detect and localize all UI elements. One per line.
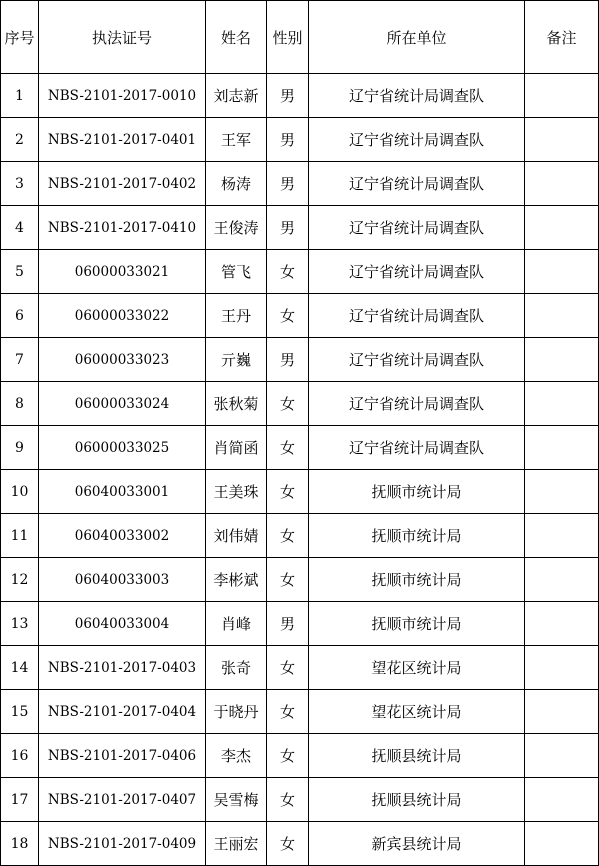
cell-gender: 女 [267,822,309,866]
cell-name: 肖峰 [206,602,267,646]
table-row [1,206,599,250]
table-row [1,294,599,338]
cell-code: NBS-2101-2017-0402 [39,162,206,206]
cell-unit: 辽宁省统计局调查队 [309,382,525,426]
cell-name: 李杰 [206,734,267,778]
table-row [1,514,599,558]
cell-code: NBS-2101-2017-0410 [39,206,206,250]
cell-code: NBS-2101-2017-0403 [39,646,206,690]
header-row [1,1,599,74]
cell-index: 4 [1,206,39,250]
cell-note [525,162,599,206]
cell-name: 肖简函 [206,426,267,470]
cell-unit: 望花区统计局 [309,690,525,734]
cell-note [525,778,599,822]
table-row [1,734,599,778]
cell-name: 王丹 [206,294,267,338]
cell-index: 18 [1,822,39,866]
cell-gender: 女 [267,250,309,294]
cell-index: 8 [1,382,39,426]
cell-code: NBS-2101-2017-0404 [39,690,206,734]
cell-note [525,74,599,118]
cell-index: 12 [1,558,39,602]
cell-unit: 辽宁省统计局调查队 [309,74,525,118]
cell-unit: 辽宁省统计局调查队 [309,206,525,250]
cell-index: 2 [1,118,39,162]
cell-unit: 抚顺市统计局 [309,558,525,602]
header-code: 执法证号 [39,1,206,74]
cell-index: 14 [1,646,39,690]
table-row [1,778,599,822]
cell-name: 于晓丹 [206,690,267,734]
cell-code: 06040033001 [39,470,206,514]
cell-code: 06040033003 [39,558,206,602]
table-row [1,74,599,118]
cell-code: 06040033002 [39,514,206,558]
cell-gender: 女 [267,646,309,690]
cell-index: 5 [1,250,39,294]
table-row [1,250,599,294]
cell-unit: 辽宁省统计局调查队 [309,118,525,162]
cell-index: 13 [1,602,39,646]
cell-code: NBS-2101-2017-0010 [39,74,206,118]
cell-code: 06000033022 [39,294,206,338]
cell-unit: 辽宁省统计局调查队 [309,162,525,206]
cell-code: NBS-2101-2017-0406 [39,734,206,778]
cell-gender: 男 [267,338,309,382]
cell-gender: 女 [267,382,309,426]
cell-gender: 女 [267,514,309,558]
cell-gender: 女 [267,734,309,778]
cell-unit: 辽宁省统计局调查队 [309,338,525,382]
cell-note [525,822,599,866]
cell-index: 7 [1,338,39,382]
cell-note [525,558,599,602]
cell-code: 06000033021 [39,250,206,294]
cell-gender: 女 [267,470,309,514]
cell-name: 王俊涛 [206,206,267,250]
cell-gender: 女 [267,294,309,338]
cell-index: 3 [1,162,39,206]
cell-unit: 抚顺市统计局 [309,514,525,558]
table-row [1,382,599,426]
cell-unit: 辽宁省统计局调查队 [309,426,525,470]
table-body [1,74,599,866]
cell-note [525,382,599,426]
cell-note [525,206,599,250]
cell-note [525,338,599,382]
header-index: 序号 [1,1,39,74]
cell-name: 亓巍 [206,338,267,382]
table-row [1,690,599,734]
cell-name: 王军 [206,118,267,162]
cell-note [525,470,599,514]
cell-gender: 女 [267,690,309,734]
header-note: 备注 [525,1,599,74]
cell-index: 6 [1,294,39,338]
cell-unit: 抚顺县统计局 [309,778,525,822]
cell-index: 9 [1,426,39,470]
cell-unit: 抚顺县统计局 [309,734,525,778]
cell-code: NBS-2101-2017-0401 [39,118,206,162]
table-header [1,1,599,74]
cell-name: 管飞 [206,250,267,294]
cell-name: 张奇 [206,646,267,690]
cell-name: 刘伟婧 [206,514,267,558]
cell-code: 06000033025 [39,426,206,470]
cell-gender: 男 [267,206,309,250]
cell-note [525,426,599,470]
cell-name: 刘志新 [206,74,267,118]
cell-gender: 女 [267,558,309,602]
cell-unit: 新宾县统计局 [309,822,525,866]
table-row [1,646,599,690]
cell-note [525,734,599,778]
cell-unit: 望花区统计局 [309,646,525,690]
header-name: 姓名 [206,1,267,74]
cell-name: 王丽宏 [206,822,267,866]
cell-index: 15 [1,690,39,734]
cell-gender: 男 [267,162,309,206]
cell-gender: 女 [267,778,309,822]
cell-index: 16 [1,734,39,778]
header-gender: 性别 [267,1,309,74]
cell-code: NBS-2101-2017-0409 [39,822,206,866]
cell-index: 1 [1,74,39,118]
cell-code: 06000033023 [39,338,206,382]
table-row [1,162,599,206]
cell-note [525,118,599,162]
table-row [1,470,599,514]
cell-note [525,602,599,646]
cell-gender: 男 [267,118,309,162]
cell-note [525,646,599,690]
cell-name: 王美珠 [206,470,267,514]
header-unit: 所在单位 [309,1,525,74]
cell-note [525,690,599,734]
table-row [1,602,599,646]
cell-code: 06000033024 [39,382,206,426]
cell-name: 杨涛 [206,162,267,206]
cell-unit: 辽宁省统计局调查队 [309,294,525,338]
cell-name: 张秋菊 [206,382,267,426]
cell-name: 李彬斌 [206,558,267,602]
table-row [1,338,599,382]
cell-index: 11 [1,514,39,558]
cell-code: 06040033004 [39,602,206,646]
cell-note [525,294,599,338]
cell-note [525,514,599,558]
cell-index: 10 [1,470,39,514]
table-row [1,558,599,602]
cell-code: NBS-2101-2017-0407 [39,778,206,822]
cell-note [525,250,599,294]
table-row [1,426,599,470]
cell-unit: 辽宁省统计局调查队 [309,250,525,294]
cell-index: 17 [1,778,39,822]
cell-name: 吴雪梅 [206,778,267,822]
table-row [1,822,599,866]
cell-unit: 抚顺市统计局 [309,602,525,646]
cell-gender: 男 [267,602,309,646]
cell-gender: 女 [267,426,309,470]
cell-gender: 男 [267,74,309,118]
cell-unit: 抚顺市统计局 [309,470,525,514]
table-row [1,118,599,162]
